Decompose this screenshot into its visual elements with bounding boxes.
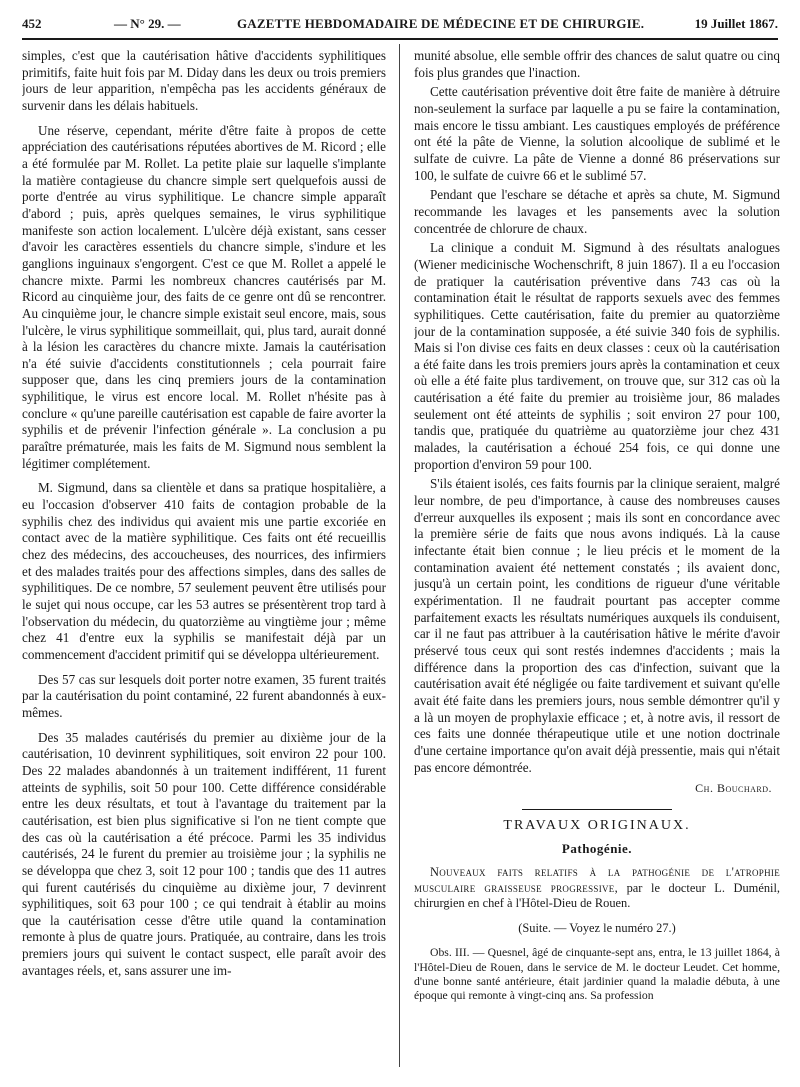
- paragraph: Une réserve, cependant, mérite d'être faite à propos de cette appréciation des cautérisations réputées abortives de M. Ricord ; elle a été formulée par M. Rollet. La petite plaie sur laquelle s'implante la matière contagieuse du chancre simple sert quelquefois aussi de porte d'entrée au virus syphilitique. Le chancre simple apparaît d'abord ; puis, après quelques semaines, le virus syphilitique manifeste son action localement. L'ulcère déjà existant, sans cesser d'avoir les caractères essentiels du chancre simple, s'indure et les ganglions inguinaux s'engorgent. C'est ce que M. Rollet a appelé le chancre mixte. Parmi les nombreux chancres cautérisés par M. Ricord au cinquième jour, des faits de ce genre ont dû se rencontrer. Au cinquième jour, le chancre simple existait seul encore, mais, sous l'ulcère, le virus syphilitique sommeillait, qui, plus tard, aurait donné à la lésion les caractères du chancre mixte. Jamais la cautérisation n'a été suivie d'accidents constitutionnels ; cela pourrait faire supposer que, dans les cinq premiers jours de la contamination syphilitique, le virus est encore local. M. Rollet n'hésite pas à conclure « qu'une pareille cautérisation est capable de faire avorter la syphilis et de prévenir l'infection générale ». La conclusion a pu paraître prématurée, mais les faits de M. Sigmund nous semblent la légitimer complétement.: [22, 122, 386, 471]
- page-header: [22, 12, 778, 40]
- section-divider: [522, 809, 672, 810]
- issue-date: 19 Juillet 1867.: [694, 16, 778, 31]
- publication-title: GAZETTE HEBDOMADAIRE DE MÉDECINE ET DE CHIRURGIE.: [237, 16, 645, 31]
- paragraph: munité absolue, elle semble offrir des chances de salut quatre ou cinq fois plus grandes que l'inaction.: [414, 48, 780, 80]
- paragraph: S'ils étaient isolés, ces faits fournis par la clinique seraient, malgré leur nombre, de peu d'importance, à cause des nombreuses causes d'erreur auxquelles ils exposent ; mais ils sont en concordance avec la première série de faits que nous avons indiqués. Là la cause infectante était bien connue ; le lieu précis et le moment de la contamination avaient été nettement constatés ; ils avaient donc, jusqu'à un certain point, les conditions de rigueur d'une véritable expérimentation. Il ne faudrait pourtant pas accepter comme parfaitement exacts les résultats numériques auxquels ils conduisent, car il ne faut pas attribuer à la cautérisation hâtive le mérite d'avoir préservé tous ceux qui sont restés indemnes d'accidents ; mais la différence dans la proportion des cas d'infection, suivant que la cautérisation avait été négligée ou faite tardivement et suivant qu'elle avait été faite dans les premiers jours, nous semble démontrer qu'il y a là un moyen de prophylaxie efficace ; et, à notre avis, il ressort de ces faits une donnée thérapeutique utile et une notion doctrinale d'une certaine importance qu'on avait déjà pressentie, mais qui n'était pas encore démontrée.: [414, 476, 780, 775]
- page-number: 452: [22, 16, 42, 31]
- right-column: [414, 48, 780, 1081]
- issue-number: — N° 29. —: [114, 16, 181, 31]
- paragraph: Des 57 cas sur lesquels doit porter notre examen, 35 furent traités par la cautérisation du point contaminé, 22 furent abandonnés à eux-mêmes.: [22, 671, 386, 720]
- subsection-title: Pathogénie.: [561, 840, 633, 856]
- author-signature: Ch. Bouchard.: [695, 781, 772, 796]
- section-title: TRAVAUX ORIGINAUX.: [503, 817, 691, 833]
- paragraph: M. Sigmund, dans sa clientèle et dans sa pratique hospitalière, a eu l'occasion d'observer 410 faits de contagion probable de la syphilis chez des individus qui avaient mis une partie excoriée en contact avec de la matière syphilitique. Ces faits ont été recueillis chez des médecins, des accoucheuses, des nourrices, des infirmiers et des malades traités pour des affections simples, dans des salles de syphilitiques. De ce nombre, 57 seulement peuvent être utilisés pour le sujet qui nous occupe, car les 53 autres se présentèrent trop tard à l'observation du médecin, du quatorzième au vingtième jour ; même chez 41 d'entre eux la syphilis se manifestait déjà par un commencement d'accident primitif qui se développa ultérieurement.: [22, 480, 386, 662]
- article-title: Nouveaux faits relatifs à la pathogénie de l'atrophie musculaire graisseuse progressive,: [414, 865, 780, 895]
- column-divider: [399, 44, 400, 1067]
- observation-text: Obs. III. — Quesnel, âgé de cinquante-sept ans, entra, le 13 juillet 1864, à l'Hôtel-Dieu de Rouen, dans le service de M. le docteur Leudet. Cet homme, d'une bonne santé antérieure, était jardinier quand la maladie débuta, à une époque qui remonte à vingt-cinq ans. Sa profession: [414, 946, 780, 1002]
- continuation-note: (Suite. — Voyez le numéro 27.): [518, 920, 676, 935]
- paragraph: Cette cautérisation préventive doit être faite de manière à détruire non-seulement la surface par laquelle a pu se faire la contamination, mais encore le tissu ambiant. Les caustiques employés de préférence ont été la pâte de Vienne, la solution alcoolique de sublimé et le sulfate de cuivre. La pâte de Vienne a donné 86 préservations sur 100, le sulfate de cuivre 66 et le sublimé 57.: [414, 84, 780, 183]
- paragraph: Pendant que l'eschare se détache et après sa chute, M. Sigmund recommande les lavages et les pansements avec la solution concentrée de chlorure de chaux.: [414, 187, 780, 236]
- paragraph: La clinique a conduit M. Sigmund à des résultats analogues (Wiener medicinische Wochenschrift, 8 juin 1867). Il a eu l'occasion de pratiquer la cautérisation préventive dans 743 cas où la contamination était le résultat de rapports sexuels avec des femmes syphilitiques. Cette cautérisation, faite du premier au quatorzième jour de la contamination supposée, a été suivie 340 fois de syphilis. Mais si l'on divise ces faits en deux classes : ceux où la cautérisation a été faite dans les trois premiers jours après la contamination et ceux où elle a été faite plus tardivement, on trouve que, sur 312 cas où la cautérisation a été faite du premier au troisième jour, 86 malades seulement ont été atteints de syphilis ; soit environ 27 pour 100, tandis que, pratiquée du quatrième au quatorzième jour chez 431 malades, la cautérisation a échoué 254 fois, ce qui donne une proportion d'environ 59 pour 100.: [414, 240, 780, 472]
- article-heading: [414, 865, 780, 912]
- paragraph: Des 35 malades cautérisés du premier au dixième jour de la cautérisation, 10 devinrent syphilitiques, soit environ 22 pour 100. Des 22 malades abandonnés à un traitement indifférent, 11 furent atteints de syphilis, soit 50 pour 100. Cette différence considérable entre les deux résultats, et tout à l'avantage du traitement par la cautérisation, est bien plus significative si l'on ne tient compte que des cas où la cautérisation a été précoce. Parmi les 35 individus cautérisés, 24 le furent du premier au troisième jour ; la syphilis ne se développa que chez 3, soit 12 pour 100 ; tandis que des 11 autres qui furent cautérisés du cinquième au dixième jour, 7 devinrent syphilitiques, soit 63 pour 100 ; ce qui tendrait à établir au moins que la cautérisation cesse d'être utile quand la contamination remonte à plus de quatre jours. Pratiquée, au contraire, dans les trois premiers jours qui suivent le contact suspect, elle paraît avoir des avantages réels, et, sans assurer une im-: [22, 729, 386, 978]
- article-author: par le docteur L. Duménil, chirurgien en chef à l'Hôtel-Dieu de Rouen.: [414, 880, 780, 911]
- paragraph: simples, c'est que la cautérisation hâtive d'accidents syphilitiques primitifs, faite huit fois par M. Diday dans les deux ou trois premiers jours de leur apparition, n'empêcha pas les accidents généraux de survenir dans les délais habituels.: [22, 48, 386, 113]
- left-column: [22, 48, 386, 1081]
